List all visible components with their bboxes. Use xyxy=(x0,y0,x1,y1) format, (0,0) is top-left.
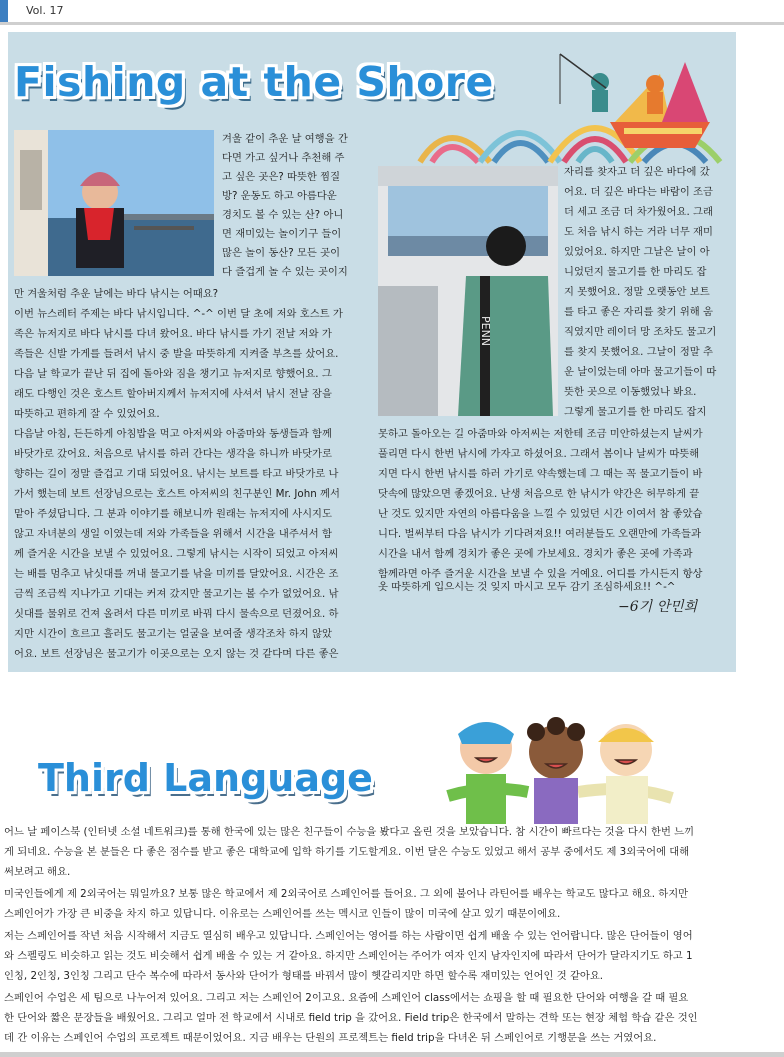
text-line: 한 단어와 짧은 문장들을 배웠어요. 그리고 얼마 전 학교에서 시내로 field trip 을 갔어요. Field trip은 한국에서 말하는 견학 또는 현장 체험 학습 같은 것인 xyxy=(4,1012,698,1024)
text-line: 만 겨울처럼 추운 날에는 바다 낚시는 어때요? xyxy=(14,288,219,300)
text-line: 미국인들에게 제 2외국어는 뭐일까요? 보통 많은 학교에서 제 2외국어로 스페인어를 들어요. 그 외에 불어나 라틴어를 배우는 학교도 많다고 해요. 하지만 xyxy=(4,888,689,900)
text-line: 못하고 돌아오는 길 아줌마와 아저씨는 저한테 조금 미안하셨는지 날씨가 xyxy=(378,428,703,440)
text-line: 운 날이었는데 아마 물고기들이 따 xyxy=(564,366,717,378)
text-line: 와 스펠링도 비슷하고 읽는 것도 비슷해서 쉽게 배울 수 있는 거 같아요. 하지만 스페인어는 주어가 여자 인지 남자인지에 따라서 단어가 달라지기도 하고 1 xyxy=(4,950,693,962)
text-line: 가서 했는데 보트 선장님으로는 호스트 아저씨의 친구분인 Mr. John 께서 xyxy=(14,488,340,500)
text-line: 시간을 내서 함께 경치가 좋은 곳에 가보세요. 경치가 좋은 곳에 가족과 xyxy=(378,548,693,560)
text-line: 니었던지 물고기를 한 마리도 잡 xyxy=(564,266,707,278)
text-line: 스페인어가 가장 큰 비중을 차지 하고 있답니다. 이유로는 스페인어를 쓰는 멕시코 인들이 많이 미국에 살고 있기 때문이에요. xyxy=(4,908,561,920)
text-line: 옷 따뜻하게 입으시는 것 잊지 마시고 모두 감기 조심하세요!! ^-^ xyxy=(378,581,676,593)
text-line: 면 재미있는 놀이기구 들이 xyxy=(222,228,342,240)
text-line: 니다. 벌써부터 다음 낚시가 기다려져요!! 여러분들도 오랜만에 가족들과 xyxy=(378,528,701,540)
photo-man-at-helm xyxy=(378,166,558,416)
text-line: 데 간 이유는 스페인어 수업의 프로젝트 때문이었어요. 지금 배우는 단원의 프로젝트는 field trip을 다녀온 뒤 스페인어로 기행문을 쓰는 거였어요. xyxy=(4,1032,657,1044)
author-signature: −6기 안민희 xyxy=(618,599,698,615)
text-line: 는 배를 멈추고 낚싯대를 꺼내 물고기를 낚을 미끼를 달았어요. 시간은 조 xyxy=(14,568,339,580)
text-line: 뜻한 곳으로 이동했었나 봐요. xyxy=(564,386,697,398)
header-rule xyxy=(0,22,784,25)
text-line: 다 즐겁게 놀 수 있는 곳이지 xyxy=(222,266,348,278)
text-line: 함께라면 아주 즐거운 시간을 보낼 수 있을 거예요. 어디를 가시든지 항상 xyxy=(378,568,703,580)
text-line: 더 세고 조금 더 차가웠어요. 그래 xyxy=(564,206,713,218)
kids-illustration xyxy=(428,714,688,830)
text-line: 족들은 신발 가게를 들려서 낚시 중 발을 따뜻하게 지켜줄 부츠를 샀어요. xyxy=(14,348,339,360)
text-line: 바닷가로 갔어요. 처음으로 낚시를 하러 간다는 생각을 하니까 바닷가로 xyxy=(14,448,332,460)
text-line: 직였지만 레이더 망 조차도 물고기 xyxy=(564,326,717,338)
text-line: 족은 뉴저지로 바다 낚시를 다녀 왔어요. 바다 낚시를 가기 전날 저와 가 xyxy=(14,328,332,340)
text-line: 써보려고 해요. xyxy=(4,866,71,878)
text-line: 있었어요. 하지만 그날은 날이 아 xyxy=(564,246,710,258)
text-line: 향하는 길이 정말 즐겁고 기대 되었어요. 낚시는 보트를 타고 바닷가로 나 xyxy=(14,468,339,480)
text-line: 방? 운동도 하고 아름다운 xyxy=(222,190,337,202)
photo-woman-on-boat xyxy=(14,130,214,276)
jacket-text: PENN xyxy=(479,316,492,347)
text-line: 게 되네요. 수능을 본 분들은 다 좋은 점수를 받고 좋은 대학교에 입학 하기를 기도할게요. 이번 달은 수능도 있었고 해서 공부 중에서도 제 3외국어에 대해 xyxy=(4,846,690,858)
text-line: 다음 날 학교가 끝난 뒤 집에 돌아와 짐을 챙기고 뉴저지로 향했어요. 그 xyxy=(14,368,332,380)
article-language-title: Third Language xyxy=(38,756,373,800)
text-line: 저는 스페인어를 작년 처음 시작해서 지금도 열심히 배우고 있답니다. 스페인어는 영어를 하는 사람이면 쉽게 배울 수 있는 언어랍니다. 많은 단어들이 영어 xyxy=(4,930,693,942)
text-line: 그렇게 물고기를 한 마리도 잡지 xyxy=(564,406,707,418)
text-line: 닷속에 많았으면 좋겠어요. 난생 처음으로 한 낚시가 약간은 허무하게 끝 xyxy=(378,488,700,500)
text-line: 겨울 같이 추운 날 여행을 간 xyxy=(222,133,348,145)
text-line: 금씩 조금씩 지나가고 기대는 커져 갔지만 물고기는 볼 수가 없었어요. 낚 xyxy=(14,588,339,600)
header-accent-bar xyxy=(0,0,8,22)
text-line: 어요. 더 깊은 바다는 바람이 조금 xyxy=(564,186,713,198)
footer-rule xyxy=(0,1052,784,1057)
text-line: 이번 뉴스레터 주제는 바다 낚시입니다. ^-^ 이번 달 초에 저와 호스트 가 xyxy=(14,308,343,320)
text-line: 지면 다시 한번 낚시를 하러 가기로 약속했는데 그 때는 꼭 물고기들이 바 xyxy=(378,468,703,480)
text-line: 어느 날 페이스북 (인터넷 소셜 네트워크)를 통해 한국에 있는 많은 친구들이 수능을 봤다고 올린 것을 보았습니다. 참 시간이 빠르다는 것을 다시 한번 느끼 xyxy=(4,826,695,838)
text-line: 인칭, 2인칭, 3인칭 그리고 단수 복수에 따라서 동사와 단어가 형태를 바꿔서 많이 헷갈리지만 하면 할수록 재미있는 언어인 것 같아요. xyxy=(4,970,604,982)
article-fishing-title: Fishing at the Shore xyxy=(14,58,494,106)
text-line: 난 것도 있지만 자연의 아름다움을 느낄 수 있었던 시간 이여서 참 좋았습 xyxy=(378,508,703,520)
text-line: 맡아 주셨답니다. 그 분과 이야기를 해보니까 원래는 뉴저지에 사시지도 xyxy=(14,508,332,520)
volume-label: Vol. 17 xyxy=(26,4,64,17)
text-line: 자리를 찾자고 더 깊은 바다에 갔 xyxy=(564,166,710,178)
text-line: 경치도 볼 수 있는 산? 아니 xyxy=(222,209,344,221)
text-line: 않고 자녀분의 생일 이였는데 저와 가족들을 위해서 시간을 내주셔서 함 xyxy=(14,528,332,540)
text-line: 어요. 보트 선장님은 물고기가 이곳으로는 오지 않는 것 같다며 다른 좋은 xyxy=(14,648,339,660)
text-line: 께 즐거운 시간을 보낼 수 있었어요. 그렇게 낚시는 시작이 되었고 아저씨 xyxy=(14,548,339,560)
text-line: 싯대를 물위로 건져 올려서 다른 미끼로 바꿔 다시 물속으로 던졌어요. 하 xyxy=(14,608,339,620)
text-line: 다음날 아침, 든든하게 아침밥을 먹고 아저씨와 아줌마와 동생들과 함께 xyxy=(14,428,332,440)
text-line: 풀리면 다시 한번 낚시에 가자고 하셨어요. 그래서 봄이나 날씨가 따뜻해 xyxy=(378,448,700,460)
text-line: 다면 가고 싶거나 추천해 주 xyxy=(222,152,345,164)
text-line: 스페인어 수업은 세 팀으로 나누어져 있어요. 그리고 저는 스페인어 2이고요. 요즘에 스페인어 class에서는 쇼핑을 할 때 필요한 단어와 여행을 갈 때 필요 xyxy=(4,992,689,1004)
text-line: 를 타고 좋은 자리를 찾기 위해 움 xyxy=(564,306,713,318)
text-line: 지만 시간이 흐르고 흘러도 물고기는 얼굴을 보여줄 생각조차 하지 않았 xyxy=(14,628,332,640)
text-line: 를 찾지 못했어요. 그날이 정말 추 xyxy=(564,346,713,358)
text-line: 고 싶은 곳은? 따뜻한 찜질 xyxy=(222,171,341,183)
text-line: 따뜻하고 편하게 잘 수 있었어요. xyxy=(14,408,160,420)
text-line: 많은 놀이 동산? 모든 곳이 xyxy=(222,247,341,259)
text-line: 도 처음 낚시 하는 거라 너무 재미 xyxy=(564,226,713,238)
text-line: 래도 다행인 것은 호스트 할아버지께서 뉴저지에 사셔서 낚시 전날 잠을 xyxy=(14,388,332,400)
page-header xyxy=(0,0,784,22)
text-line: 지 못했어요. 정말 오랫동안 보트 xyxy=(564,286,710,298)
